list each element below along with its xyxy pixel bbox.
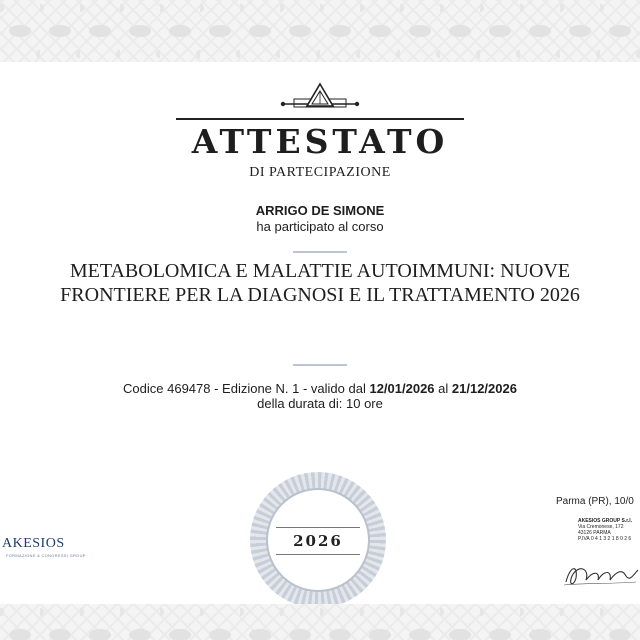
- issuer-city: 43126 PARMA: [578, 530, 611, 536]
- end-date: 21/12/2026: [451, 381, 517, 396]
- signature-icon: [560, 556, 640, 590]
- year-seal: [250, 472, 386, 608]
- date-connector: al: [434, 381, 452, 396]
- triangle-emblem-icon: [280, 82, 360, 116]
- separator-line: [293, 251, 347, 253]
- course-title-line-2: FRONTIERE PER LA DIAGNOSI E IL TRATTAMENTO 2026: [60, 284, 580, 306]
- certificate-title: ATTESTATO: [191, 122, 449, 161]
- place-date: Parma (PR), 10/0: [556, 496, 634, 507]
- issuer-street: Via Cremonese, 172: [578, 524, 624, 530]
- participation-phrase: ha participato al corso: [256, 219, 384, 234]
- start-date: 12/01/2026: [369, 381, 435, 396]
- separator-line: [293, 364, 347, 366]
- bottom-ornamental-border: [0, 604, 640, 640]
- issuer-stamp: [578, 518, 640, 542]
- title-rule: [176, 118, 464, 120]
- course-title: [10, 259, 630, 307]
- seal-year: 2026: [276, 527, 360, 555]
- logo-tagline: FORMAZIONE & CONGRESSI GROUP: [6, 553, 86, 558]
- course-code-line: [0, 381, 640, 396]
- top-ornamental-border: [0, 0, 640, 62]
- course-title-line-1: METABOLOMICA E MALATTIE AUTOIMMUNI: NUOVE: [69, 260, 571, 282]
- certificate-subtitle: DI PARTECIPAZIONE: [249, 165, 391, 180]
- course-duration: della durata di: 10 ore: [257, 396, 383, 411]
- issuer-company: AKESIOS GROUP S.r.l.: [578, 518, 633, 524]
- issuer-vat: P.IVA 0 4 1 3 2 1 8 0 2 6: [578, 536, 632, 542]
- participant-name: ARRIGO DE SIMONE: [255, 203, 385, 218]
- akesios-logo: [0, 536, 90, 566]
- logo-name: AKESIOS: [2, 536, 65, 551]
- course-code-text: Codice 469478 - Edizione N. 1 - valido dal: [123, 381, 370, 396]
